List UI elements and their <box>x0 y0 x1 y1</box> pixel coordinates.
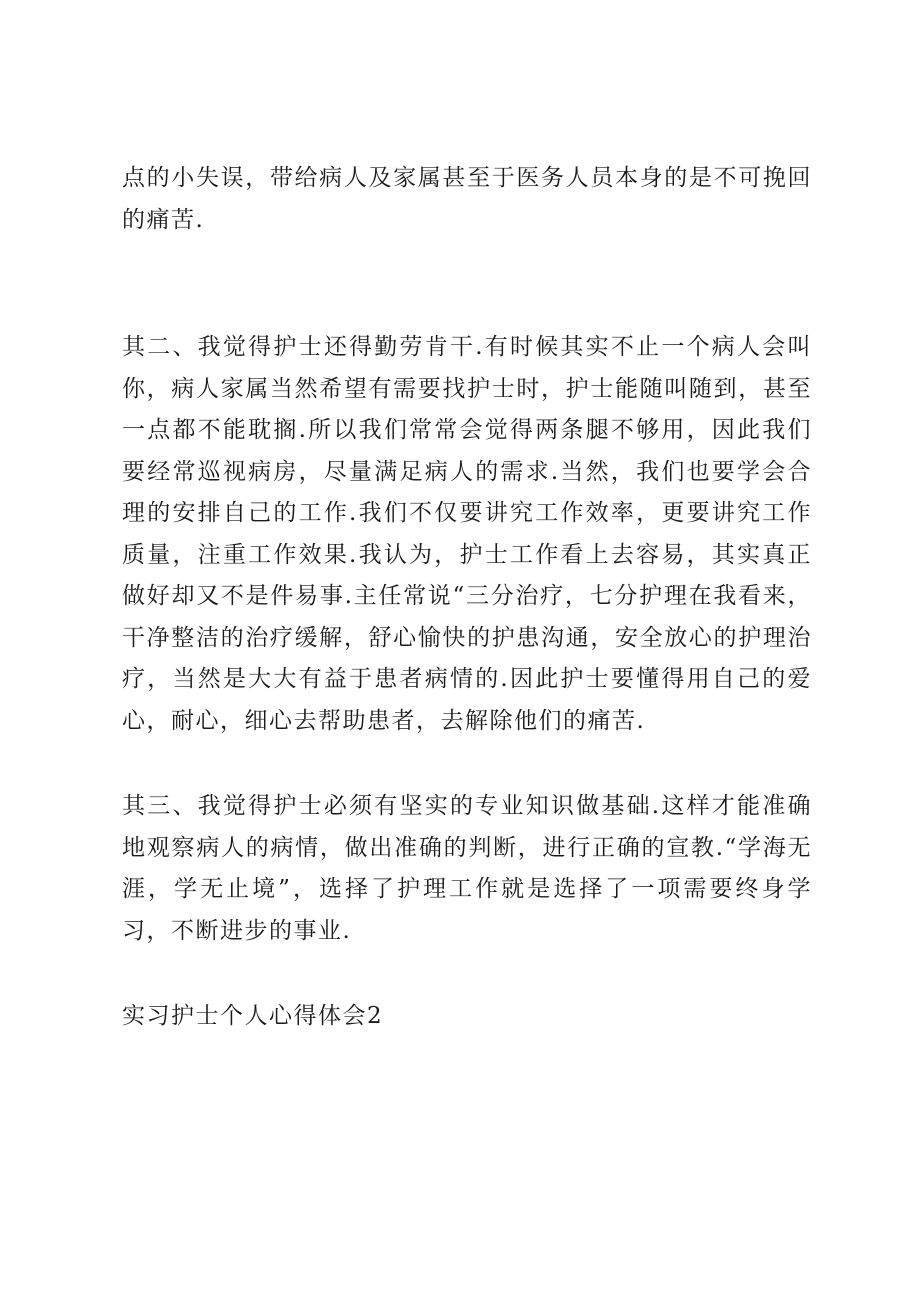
section-heading: 实习护士个人心得体会2 <box>122 1003 384 1029</box>
paragraph-continuation: 点的小失误，带给病人及家属甚至于医务人员本身的是不可挽回的痛苦. <box>122 165 812 233</box>
paragraph-point-three: 其三、我觉得护士必须有坚实的专业知识做基础.这样才能准确地观察病人的病情，做出准确的判断，进行正确的宣教.“学海无涯，学无止境”，选择了护理工作就是选择了一项需要终身学习，不断进步的事业. <box>122 793 812 944</box>
paragraph-point-two: 其二、我觉得护士还得勤劳肯干.有时候其实不止一个病人会叫你，病人家属当然希望有需要找护士时，护士能随叫随到，甚至一点都不能耽搁.所以我们常常会觉得两条腿不够用，因此我们要经常巡视病房，尽量满足病人的需求.当然，我们也要学会合理的安排自己的工作.我们不仅要讲究工作效率，更要讲究工作质量，注重工作效果.我认为，护士工作看上去容易，其实真正做好却又不是件易事.主任常说“三分治疗，七分护理在我看来，干净整洁的治疗缓解，舒心愉快的护患沟通，安全放心的护理治疗，当然是大大有益于患者病情的.因此护士要懂得用自己的爱心，耐心，细心去帮助患者，去解除他们的痛苦. <box>122 334 812 734</box>
